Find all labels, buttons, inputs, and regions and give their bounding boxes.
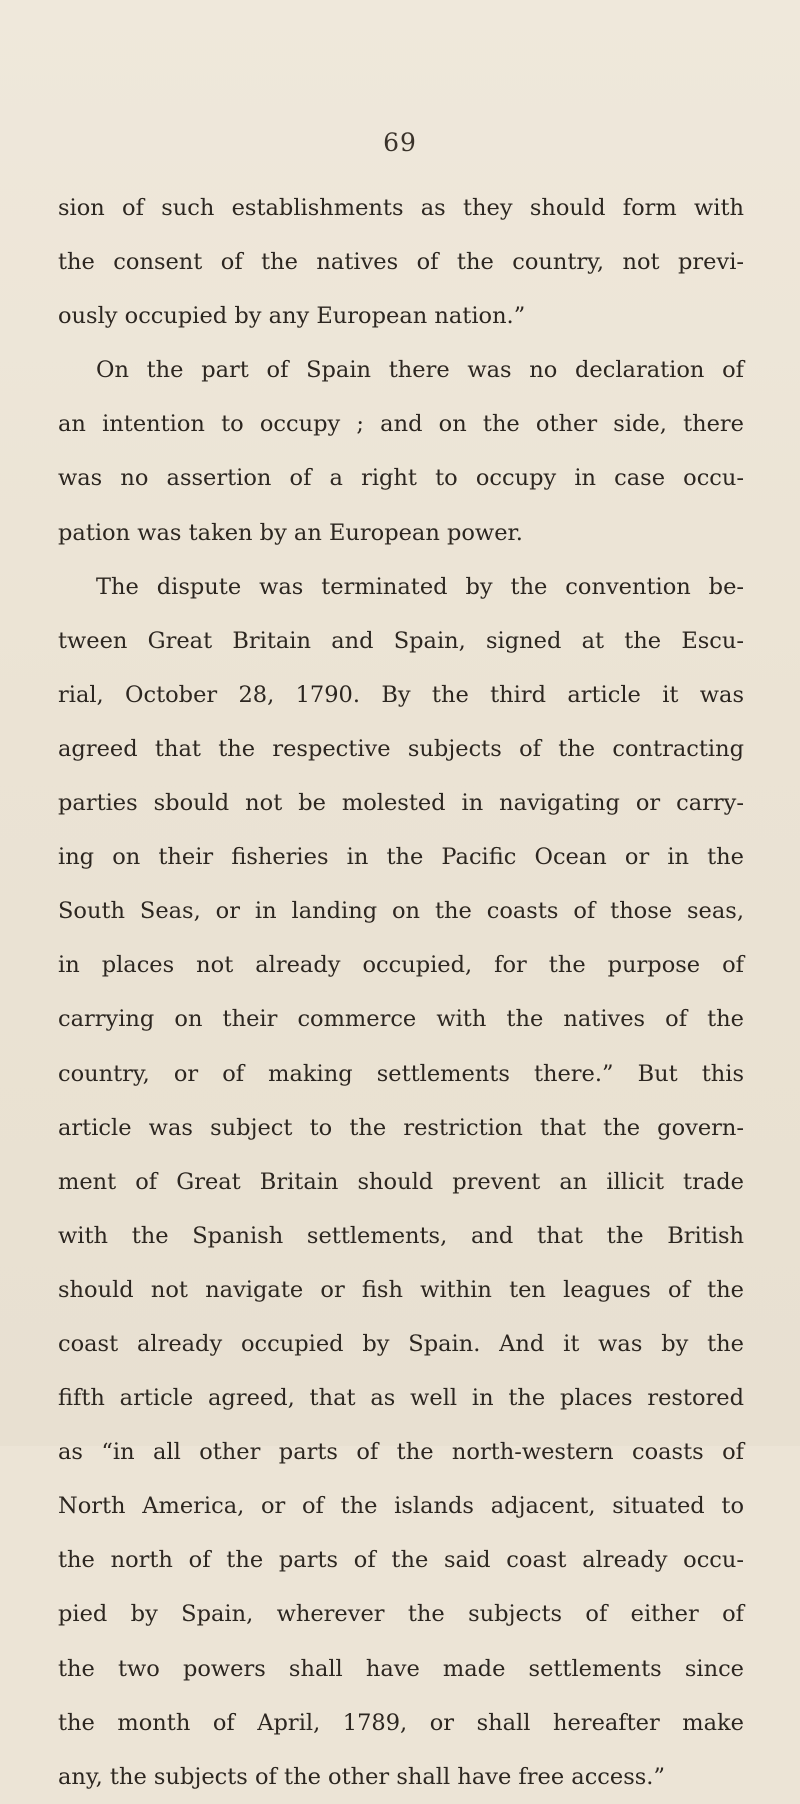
text-line-17: country, or of making settlements there.” But this <box>58 1060 744 1087</box>
text-line-27: pied by Spain, wherever the subjects of either of <box>58 1601 744 1628</box>
text-line-25: North America, or of the islands adjacent, situated to <box>58 1493 744 1520</box>
text-line-8: The dispute was terminated by the convention be- <box>96 573 744 600</box>
page-number: 69 <box>383 128 417 157</box>
text-line-13: ing on their fisheries in the Pacific Ocean or in the <box>58 844 744 871</box>
text-line-3: ously occupied by any European nation.” <box>58 303 526 330</box>
text-line-9: tween Great Britain and Spain, signed at the Escu- <box>58 627 744 654</box>
text-line-2: the consent of the natives of the country, not previ- <box>58 249 744 276</box>
text-line-6: was no assertion of a right to occupy in case occu- <box>58 465 744 492</box>
text-line-7: pation was taken by an European power. <box>58 519 523 546</box>
text-line-12: parties sbould not be molested in navigating or carry- <box>58 790 744 817</box>
text-line-21: should not navigate or fish within ten leagues of the <box>58 1276 744 1303</box>
text-line-5: an intention to occupy ; and on the other side, there <box>58 411 744 438</box>
text-line-29: the month of April, 1789, or shall hereafter make <box>58 1709 744 1736</box>
text-line-10: rial, October 28, 1790. By the third article it was <box>58 681 744 708</box>
text-line-4: On the part of Spain there was no declaration of <box>96 357 744 384</box>
text-line-28: the two powers shall have made settlements since <box>58 1655 744 1682</box>
text-line-16: carrying on their commerce with the natives of the <box>58 1006 744 1033</box>
body-text <box>58 181 744 1804</box>
text-line-1: sion of such establishments as they should form with <box>58 195 744 221</box>
text-line-24: as “in all other parts of the north-western coasts of <box>58 1439 744 1466</box>
text-line-20: with the Spanish settlements, and that the British <box>58 1222 744 1249</box>
text-line-26: the north of the parts of the said coast already occu- <box>58 1547 744 1574</box>
text-line-11: agreed that the respective subjects of the contracting <box>58 735 744 762</box>
text-line-18: article was subject to the restriction that the govern- <box>58 1114 744 1141</box>
text-line-30: any, the subjects of the other shall have free access.” <box>58 1763 665 1790</box>
text-line-14: South Seas, or in landing on the coasts of those seas, <box>58 898 744 925</box>
text-line-15: in places not already occupied, for the purpose of <box>58 952 744 979</box>
text-line-22: coast already occupied by Spain. And it was by the <box>58 1330 744 1357</box>
text-line-23: fifth article agreed, that as well in the places restored <box>58 1385 744 1412</box>
text-line-19: ment of Great Britain should prevent an illicit trade <box>58 1168 744 1195</box>
